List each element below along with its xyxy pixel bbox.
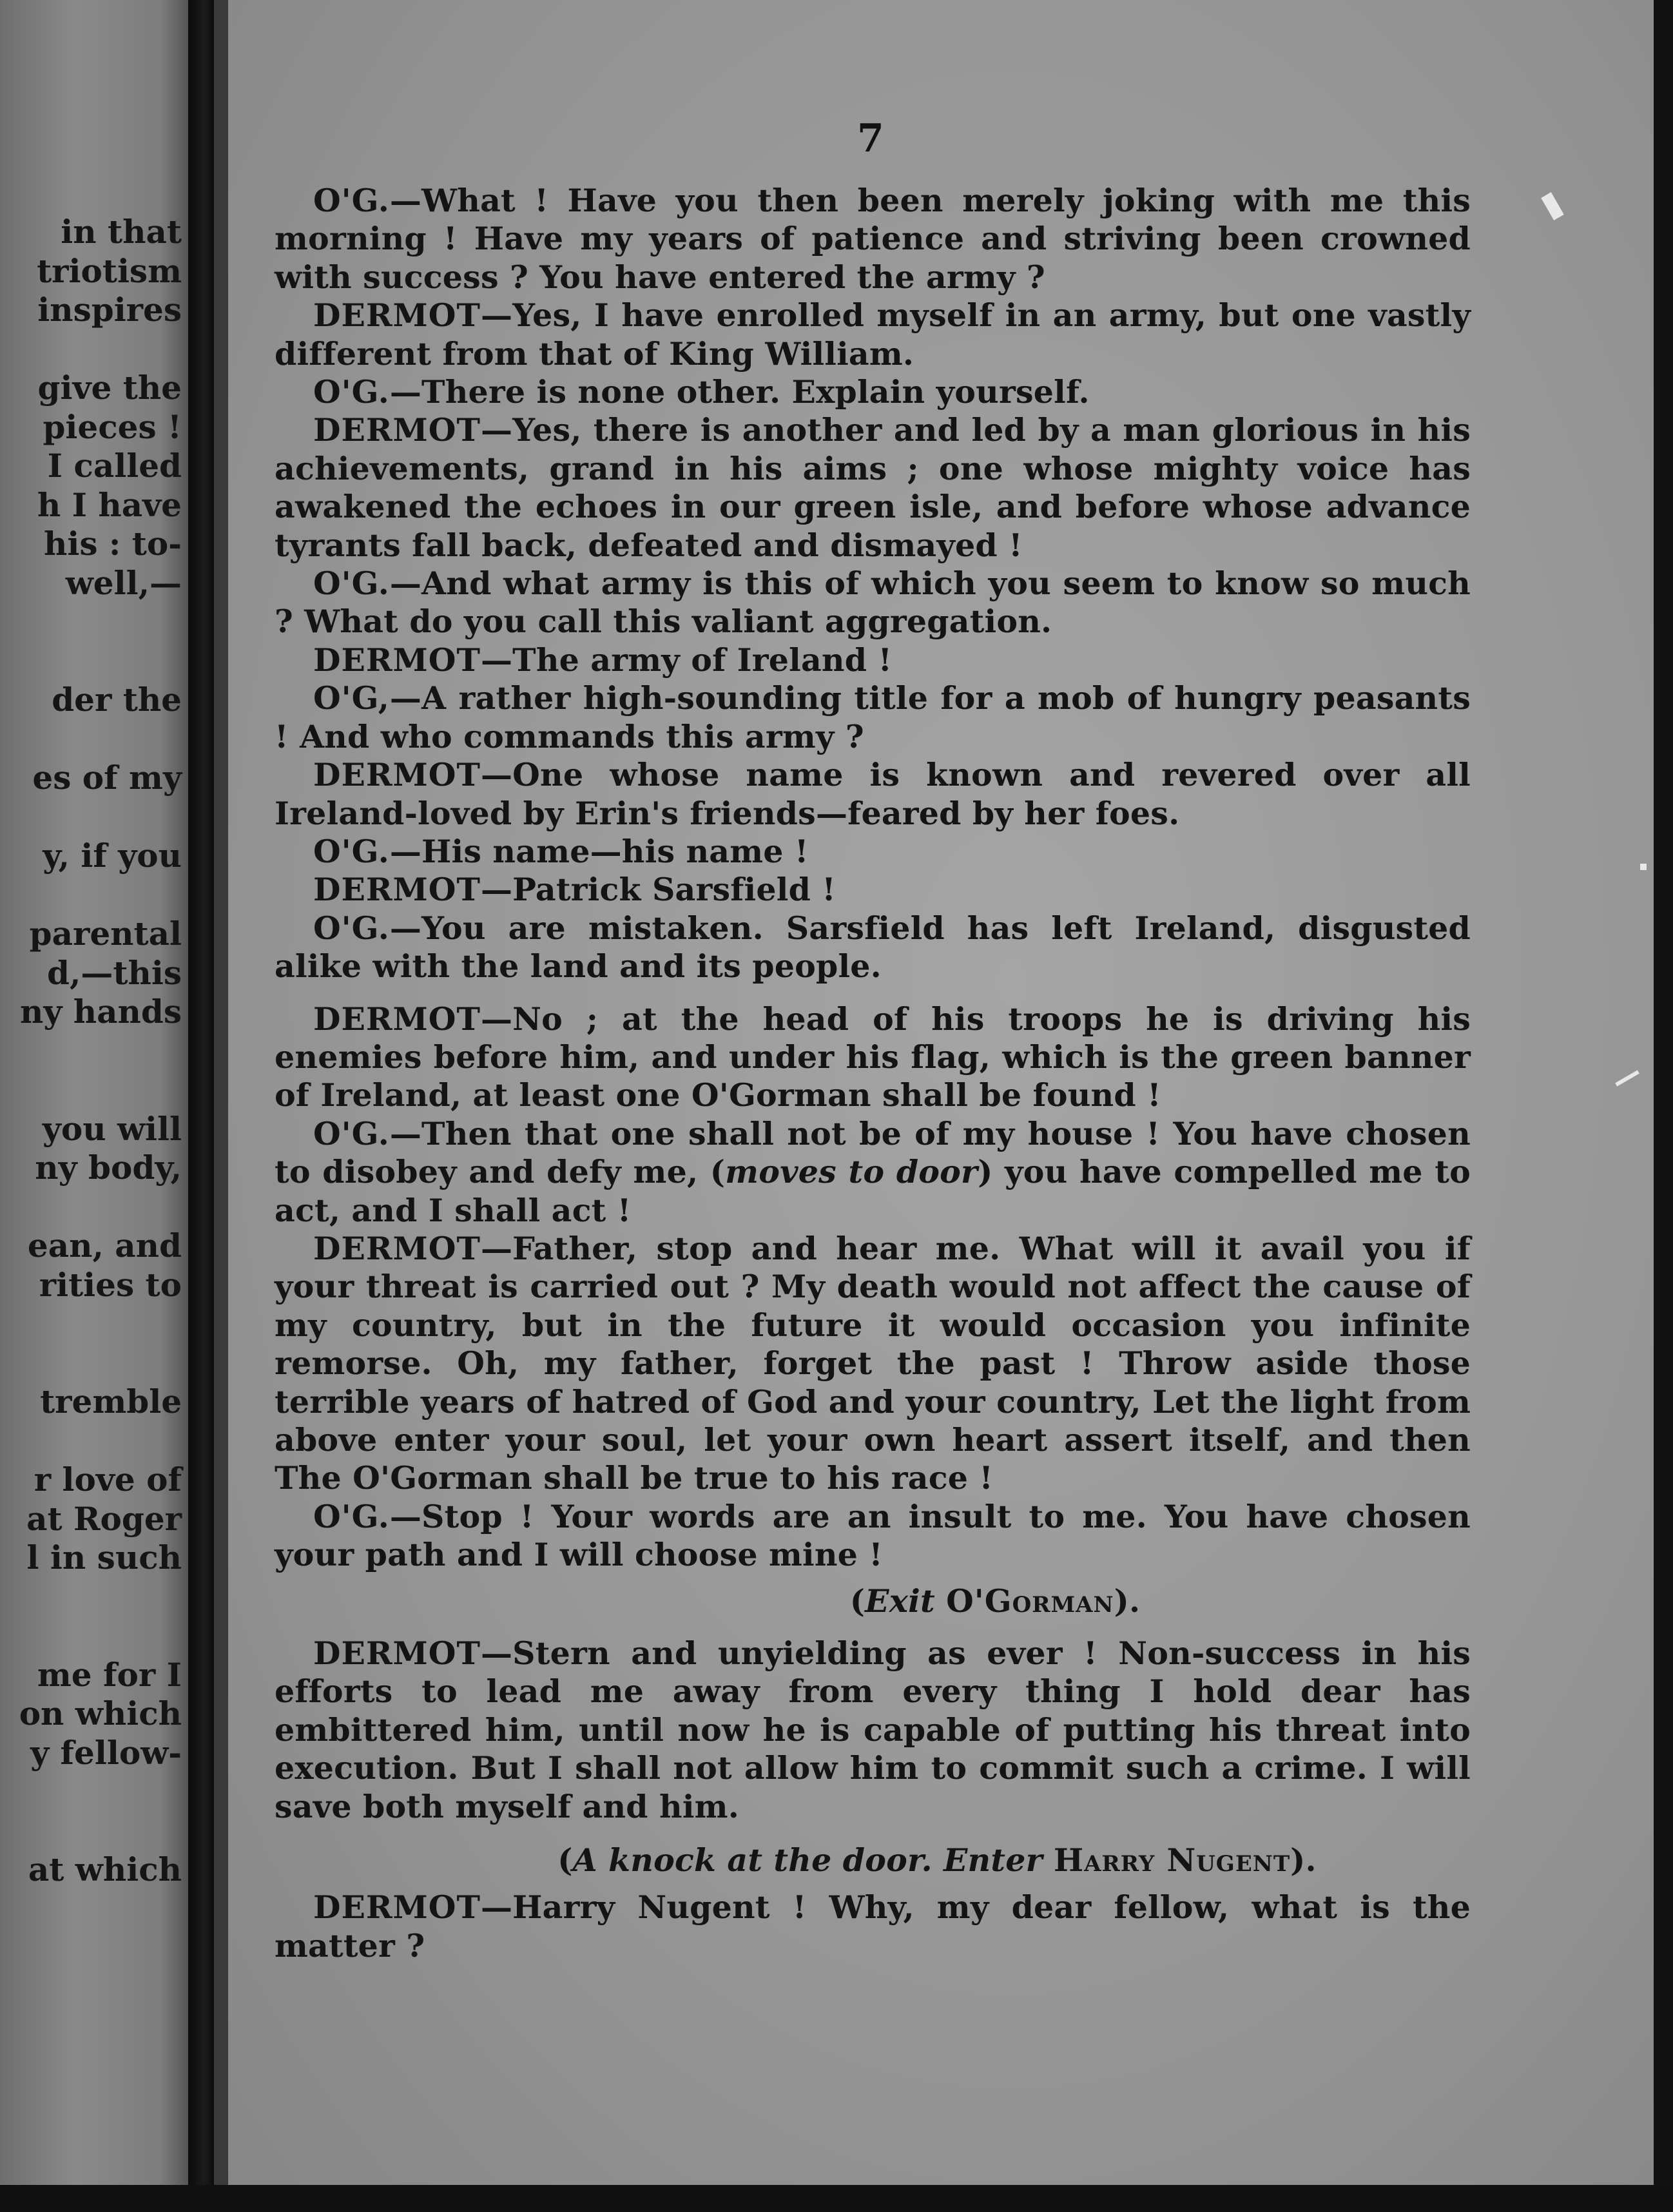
speaker-name: DERMOT: [313, 1000, 481, 1038]
previous-page-fragment: well,—: [65, 563, 182, 602]
speaker-name: O'G.: [313, 1497, 390, 1535]
speaker-name: O'G.: [313, 565, 390, 603]
line-text: Stop ! Your words are an insult to me. You have chosen your path and I will choose mine !: [275, 1497, 1471, 1574]
speaker-name: O'G.: [313, 909, 390, 947]
previous-page-strip: [0, 0, 188, 2185]
dialogue-line: DERMOT—Harry Nugent ! Why, my dear fellow, what is the matter ?: [275, 1888, 1471, 1965]
previous-page-fragment: inspires: [37, 291, 182, 329]
dialogue-line: O'G.—His name—his name !: [313, 832, 809, 870]
dialogue-line: DERMOT—Yes, I have enrolled myself in an army, but one vastly different from that of King William.: [275, 296, 1471, 373]
dialogue-line: O'G.—Then that one shall not be of my house ! You have chosen to disobey and defy me, (moves to door) you have compelled me to act, and I shall act !: [275, 1114, 1471, 1229]
page-number: 7: [857, 116, 884, 161]
dialogue-line: O'G.—What ! Have you then been merely joking with me this morning ! Have my years of patience and striving been crowned with success ? You have entered the army ?: [275, 182, 1471, 296]
line-text: Father, stop and hear me. What will it avail you if your threat is carried out ? My death would not affect the cause of my country, but in the future it would occasion you infinite remorse. Oh, my father, forget the past ! Throw aside those terrible years of hatred of God and your country, Let the light from above enter your soul, let your own heart assert itself, and then The O'Gorman shall be true to his race !: [275, 1229, 1471, 1497]
previous-page-fragment: on which: [19, 1694, 182, 1732]
previous-page-fragment: d,—this: [47, 953, 182, 992]
previous-page-fragment: at which: [28, 1850, 182, 1888]
speaker-name: DERMOT: [313, 641, 481, 679]
previous-page-fragment: tremble: [40, 1382, 182, 1421]
play-text: [275, 182, 1471, 1965]
dialogue-line: O'G,—A rather high-sounding title for a mob of hungry peasants ! And who commands this army ?: [275, 679, 1471, 755]
line-text: Yes, I have enrolled myself in an army, but one vastly different from that of King William.: [275, 296, 1471, 373]
previous-page-fragment: y fellow-: [30, 1733, 182, 1772]
line-text: Patrick Sarsfield !: [512, 871, 836, 909]
line-text: His name—his name !: [421, 832, 809, 870]
speaker-name: O'G,: [313, 679, 390, 717]
line-text: One whose name is known and revered over all Ireland-loved by Erin's friends—feared by her foes.: [275, 756, 1471, 832]
line-text: Then that one shall not be of my house ! You have chosen to disobey and defy me,: [275, 1114, 1471, 1191]
previous-page-fragment: pieces !: [43, 407, 182, 446]
speaker-name: DERMOT: [313, 296, 481, 335]
previous-page-fragment: es of my: [32, 759, 182, 797]
dialogue-line: DERMOT—Patrick Sarsfield !: [313, 871, 836, 909]
speaker-name: DERMOT: [313, 411, 481, 449]
previous-page-fragment: der the: [52, 681, 182, 719]
dialogue-line: DERMOT—Stern and unyielding as ever ! Non-success in his efforts to lead me away from every thing I hold dear has embittered him, until now he is capable of putting his threat into execution. But I shall not allow him to commit such a crime. I will save both myself and him.: [275, 1635, 1471, 1825]
scan-speck: [1640, 864, 1647, 870]
previous-page-fragment: triotism: [37, 251, 182, 290]
speaker-name: DERMOT: [313, 756, 481, 794]
dialogue-line: DERMOT—One whose name is known and revered over all Ireland-loved by Erin's friends—feared by her foes.: [275, 756, 1471, 832]
line-text: Harry Nugent ! Why, my dear fellow, what is the matter ?: [275, 1888, 1471, 1965]
binding-gutter: [188, 0, 214, 2191]
dialogue-line: DERMOT—The army of Ireland !: [313, 641, 893, 679]
inline-stage-direction: moves to door: [725, 1153, 978, 1191]
dialogue-line: DERMOT—No ; at the head of his troops he is driving his enemies before him, and under his flag, which is the green banner of Ireland, at least one O'Gorman shall be found !: [275, 1000, 1471, 1114]
enter-stage-direction: (A knock at the door. Enter Harry Nugent).: [557, 1841, 1317, 1879]
previous-page-fragment: ny body,: [35, 1149, 182, 1187]
dialogue-line: O'G.—You are mistaken. Sarsfield has left Ireland, disgusted alike with the land and its people.: [275, 909, 1471, 985]
dialogue-line: O'G.—Stop ! Your words are an insult to me. You have chosen your path and I will choose mine !: [275, 1497, 1471, 1574]
line-text: What ! Have you then been merely joking with me this morning ! Have my years of patience and striving been crowned with success ? You have entered the army ?: [275, 182, 1471, 296]
dialogue-line: O'G.—And what army is this of which you seem to know so much ? What do you call this valiant aggregation.: [275, 565, 1471, 641]
speaker-name: O'G.: [313, 832, 390, 870]
line-text: You are mistaken. Sarsfield has left Ireland, disgusted alike with the land and its people.: [275, 909, 1471, 985]
previous-page-fragment: r love of: [34, 1460, 182, 1499]
speaker-name: O'G.: [313, 182, 390, 219]
right-scan-edge: [1654, 0, 1673, 2212]
previous-page-fragment: you will: [42, 1109, 182, 1148]
speaker-name: O'G.: [313, 373, 390, 411]
previous-page-fragment: give the: [37, 369, 182, 407]
previous-page-fragment: y, if you: [43, 837, 182, 875]
gutter-fold: [214, 0, 228, 2191]
line-text: Stern and unyielding as ever ! Non-success in his efforts to lead me away from every thing I hold dear has embittered him, until now he is capable of putting his threat into execution. But I shall not allow him to commit such a crime. I will save both myself and him.: [275, 1635, 1471, 1825]
line-text: Yes, there is another and led by a man glorious in his achievements, grand in his aims ; one whose mighty voice has awakened the echoes in our green isle, and before whose advance tyrants fall back, defeated and dismayed !: [275, 411, 1471, 564]
previous-page-fragment: h I have: [37, 485, 182, 524]
previous-page-fragment: l in such: [26, 1538, 182, 1577]
speaker-name: DERMOT: [313, 1888, 481, 1926]
previous-page-fragment: his : to-: [44, 525, 182, 563]
line-text: A rather high-sounding title for a mob of hungry peasants ! And who commands this army ?: [275, 679, 1471, 755]
bottom-scan-edge: [0, 2185, 1673, 2212]
previous-page-fragment: ean, and: [27, 1227, 182, 1265]
previous-page-fragment: ny hands: [19, 993, 182, 1031]
line-text: No ; at the head of his troops he is driving his enemies before him, and under his flag, which is the green banner of Ireland, at least one O'Gorman shall be found !: [275, 1000, 1471, 1114]
previous-page-fragment: at Roger: [26, 1499, 182, 1538]
previous-page-fragment: parental: [29, 915, 182, 953]
previous-page-fragment: me for I: [37, 1655, 182, 1694]
previous-page-fragment: rities to: [39, 1265, 182, 1304]
dialogue-line: DERMOT—Yes, there is another and led by a man glorious in his achievements, grand in his aims ; one whose mighty voice has awakened the echoes in our green isle, and before whose advance tyrants fall back, defeated and dismayed !: [275, 411, 1471, 564]
speaker-name: DERMOT: [313, 1635, 481, 1673]
line-text: And what army is this of which you seem to know so much ? What do you call this valiant aggregation.: [275, 565, 1471, 641]
speaker-name: O'G.: [313, 1114, 390, 1152]
speaker-name: DERMOT: [313, 871, 481, 909]
dialogue-line: DERMOT—Father, stop and hear me. What will it avail you if your threat is carried out ? My death would not affect the cause of my country, but in the future it would occasion you infinite remorse. Oh, my father, forget the past ! Throw aside those terrible years of hatred of God and your country, Let the light from above enter your soul, let your own heart assert itself, and then The O'Gorman shall be true to his race !: [275, 1229, 1471, 1497]
previous-page-fragment: in that: [61, 213, 182, 251]
previous-page-fragment: I called: [47, 447, 182, 485]
line-text: There is none other. Explain yourself.: [421, 373, 1090, 411]
dialogue-line: O'G.—There is none other. Explain yourself.: [313, 373, 1090, 411]
speaker-name: DERMOT: [313, 1229, 481, 1267]
exit-stage-direction: (Exit O'Gorman).: [849, 1582, 1141, 1620]
line-text: The army of Ireland !: [512, 641, 893, 679]
line-text: you have compelled me to act, and I shall act !: [275, 1153, 1471, 1229]
